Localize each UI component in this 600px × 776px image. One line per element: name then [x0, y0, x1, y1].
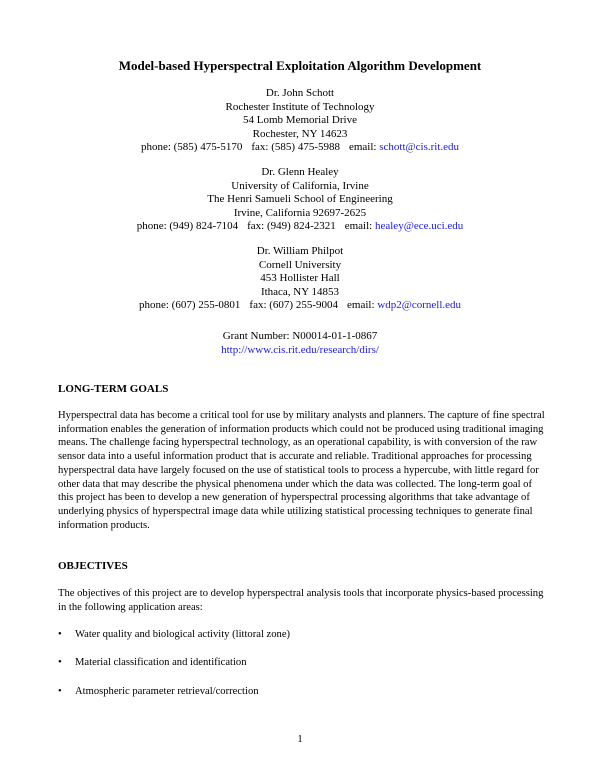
author-city: Irvine, California 92697-2625 [233, 206, 367, 219]
author-department: The Henri Samueli School of Engineering [207, 193, 393, 206]
list-item [58, 656, 548, 669]
author-name: Dr. William Philpot [256, 244, 344, 257]
bullet-icon: • [58, 629, 62, 640]
author-contact [0, 299, 600, 313]
author-affiliation: Cornell University [258, 258, 342, 271]
author-email-link[interactable]: healey@ece.uci.edu [374, 220, 464, 233]
goals-paragraph: Hyperspectral data has become a critical tool for use by military analysts and planners. The capture of fine spectral information enables the generation of information products which could not be produced using traditional imaging means. The challenge facing hyperspectral technology, as an operational capability, is with conversion of the raw sensor data into a useful information product that is accurate and reliable. Traditional approaches for processing hyperspectral data have largely focused on the use of statistical tools to process a hypercube, with little regard for other data that may describe the physical phenomena under which the data was collected. The long-term goal of this project has been to develop a new generation of hyperspectral processing algorithms that take advantage of underlying physics of hyperspectral image data while utilizing statistical processing techniques to generate final information products. [58, 410, 545, 531]
objectives-paragraph: The objectives of this project are to develop hyperspectral analysis tools that incorporate physics-based processing in the following application areas: [58, 588, 544, 613]
email-label: email: [348, 141, 377, 154]
author-affiliation: Rochester Institute of Technology [225, 100, 375, 113]
author-phone: phone: (949) 824-7104 [136, 220, 239, 233]
page-number: 1 [297, 734, 303, 745]
list-item [58, 628, 548, 641]
list-item-text: Water quality and biological activity (littoral zone) [75, 629, 291, 640]
author-list [0, 87, 600, 324]
objectives-list [58, 628, 548, 713]
author-contact [0, 220, 600, 234]
section-heading-goals: LONG-TERM GOALS [58, 383, 169, 395]
author-fax: fax: (949) 824-2321 [247, 220, 336, 233]
grant-number: Grant Number: N00014-01-1-0867 [222, 330, 378, 342]
author-contact [0, 141, 600, 155]
author-phone: phone: (585) 475-5170 [140, 141, 243, 154]
author-fax: fax: (607) 255-9004 [249, 299, 339, 312]
bullet-icon: • [58, 657, 62, 669]
author-name: Dr. John Schott [265, 87, 335, 99]
list-item-text: Atmospheric parameter retrieval/correction [75, 685, 259, 697]
author-address: 54 Lomb Memorial Drive [243, 114, 357, 127]
list-item-text: Material classification and identification [75, 657, 247, 669]
author-email-link[interactable]: schott@cis.rit.edu [379, 141, 460, 154]
author-block [0, 87, 600, 155]
author-fax: fax: (585) 475-5988 [251, 141, 340, 154]
author-affiliation: University of California, Irvine [231, 179, 369, 192]
author-address: 453 Hollister Hall [260, 272, 340, 285]
grant-info [0, 330, 600, 358]
author-name: Dr. Glenn Healey [261, 165, 339, 178]
grant-url-link[interactable]: http://www.cis.rit.edu/research/dirs/ [221, 343, 379, 356]
bullet-icon: • [58, 685, 62, 697]
author-city: Rochester, NY 14623 [252, 127, 348, 140]
author-block [0, 166, 600, 234]
author-email-link[interactable]: wdp2@cornell.edu [377, 299, 462, 312]
email-label: email: [347, 299, 375, 312]
list-item [58, 685, 548, 698]
author-city: Ithaca, NY 14853 [260, 285, 340, 298]
author-phone: phone: (607) 255-0801 [138, 299, 241, 312]
paper-title: Model-based Hyperspectral Exploitation Algorithm Development [118, 58, 482, 73]
section-heading-objectives: OBJECTIVES [58, 560, 128, 572]
author-block [0, 245, 600, 313]
email-label: email: [344, 220, 373, 233]
